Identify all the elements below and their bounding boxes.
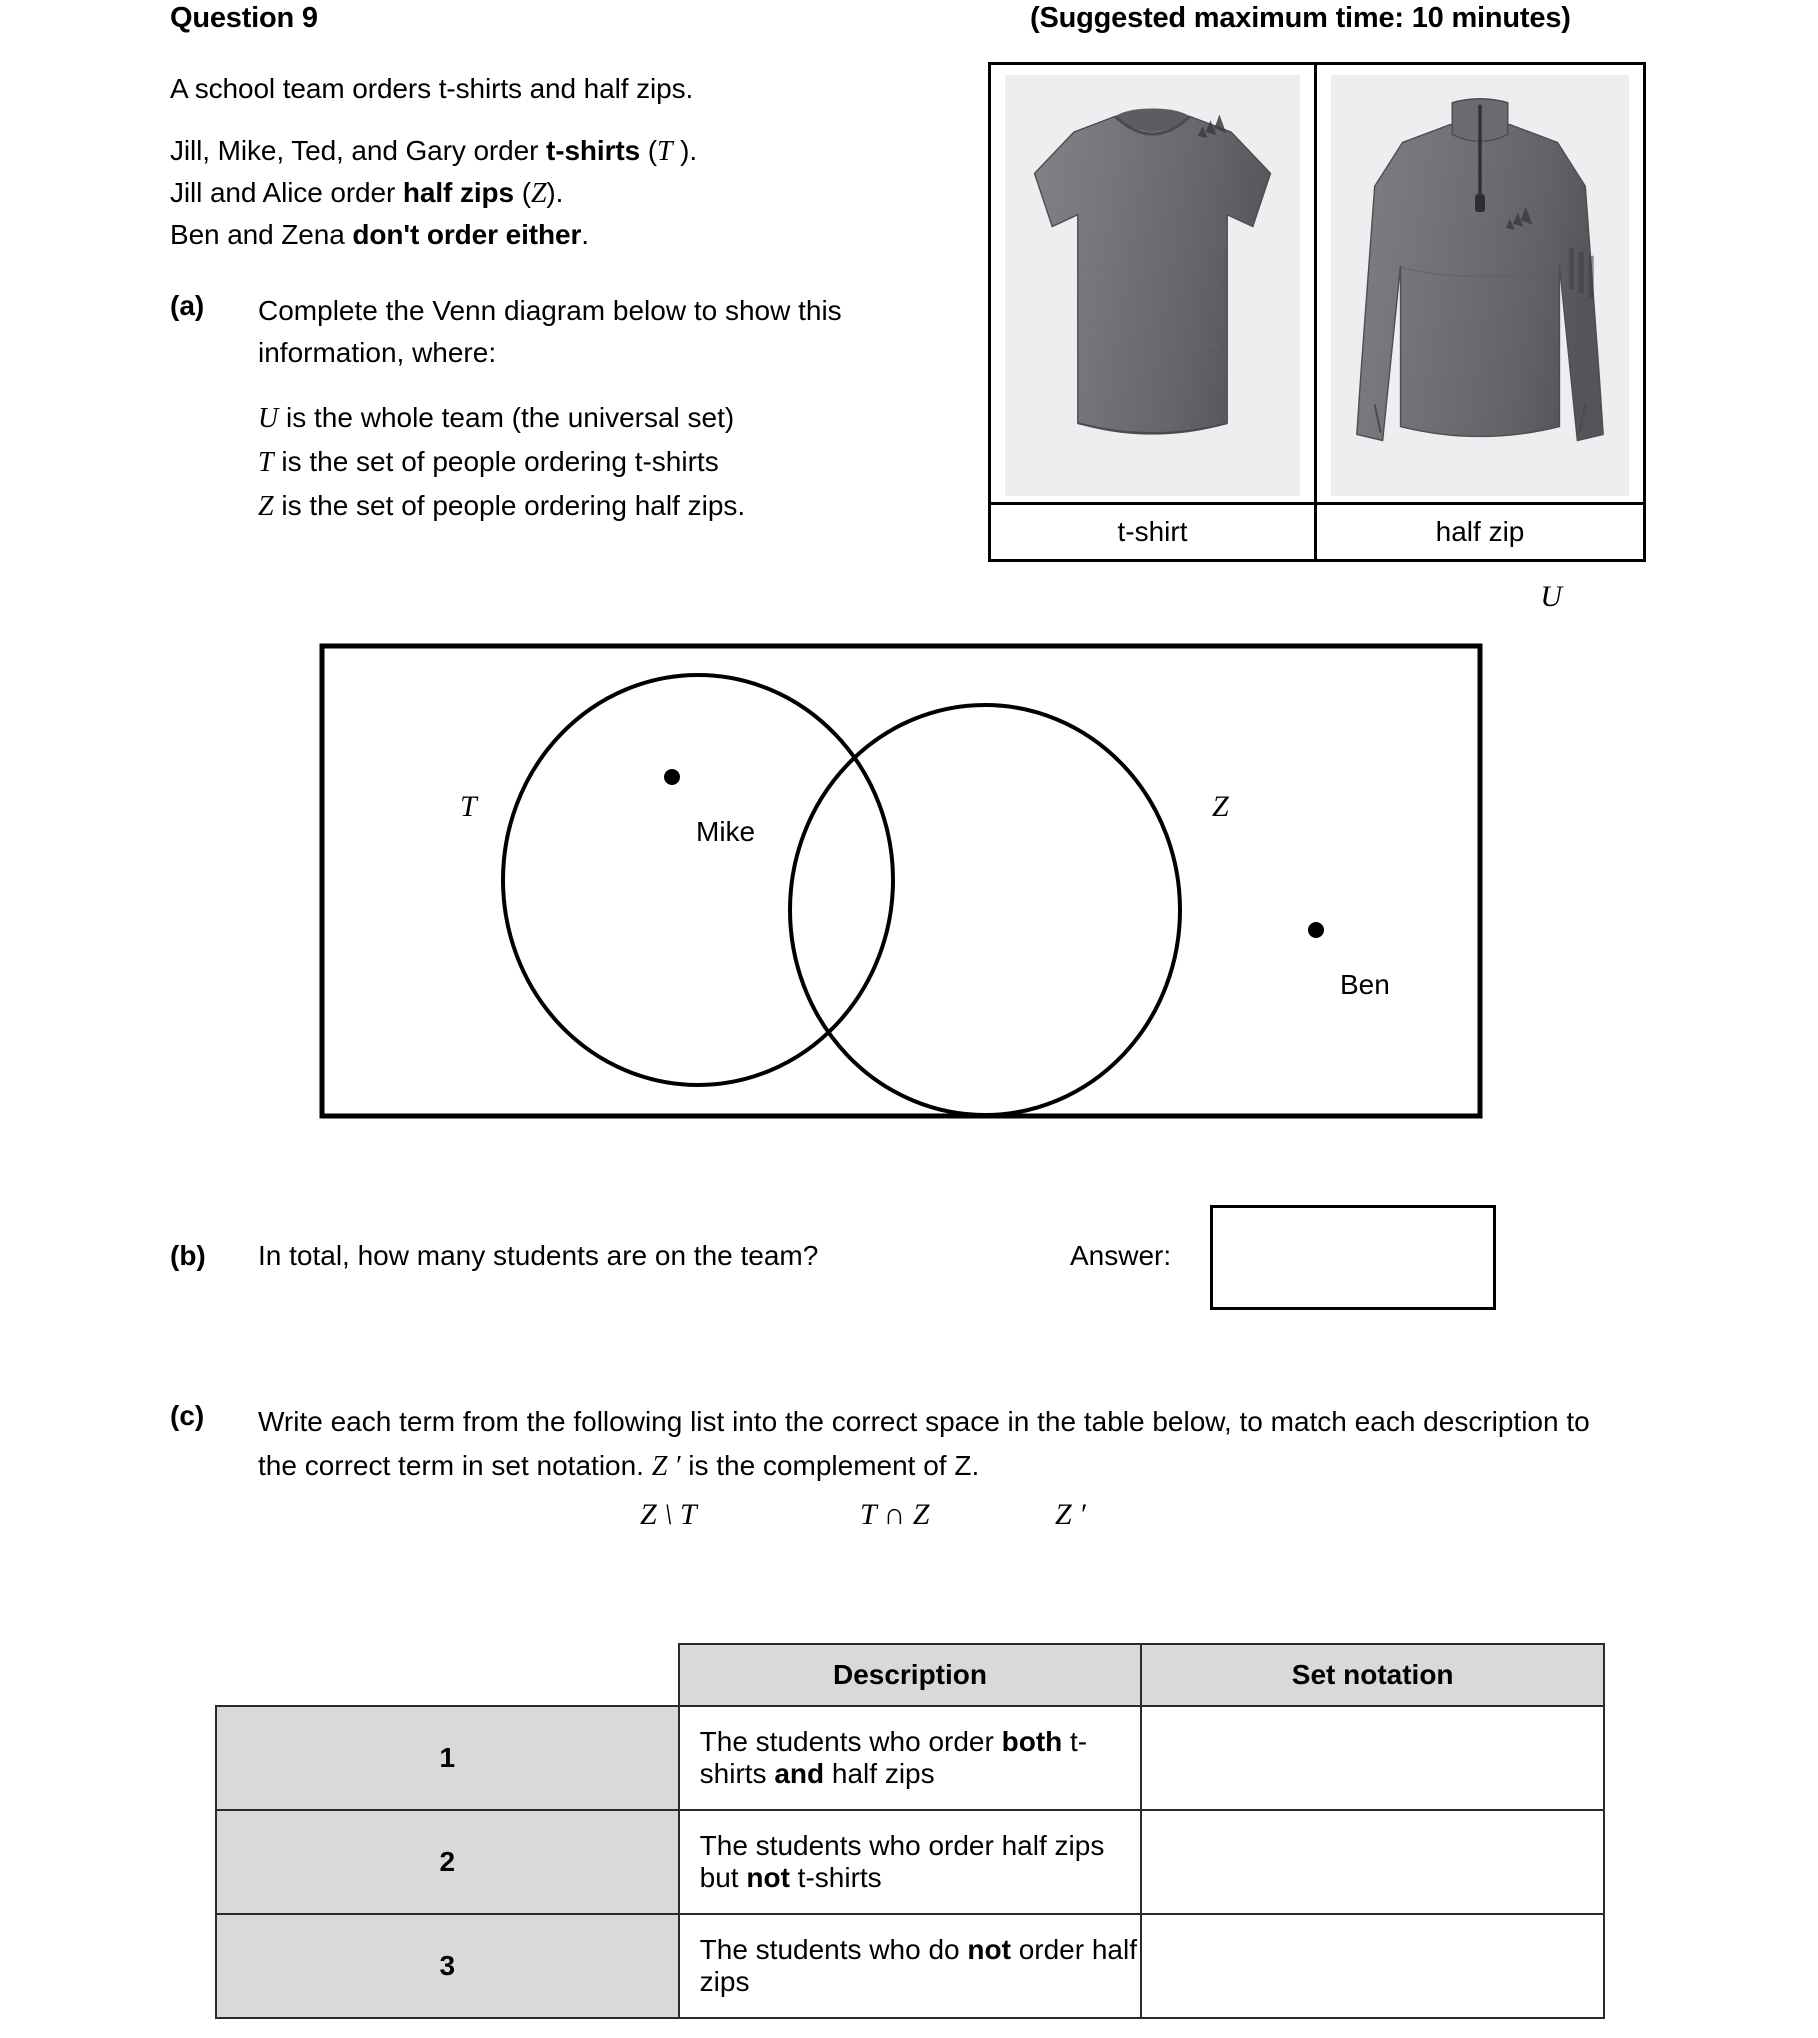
- row-1-desc-bold-both: both: [1001, 1726, 1063, 1757]
- row-set-notation-2[interactable]: [1141, 1810, 1604, 1914]
- table-corner-blank: [216, 1644, 679, 1706]
- venn-label-z: Z: [1212, 790, 1229, 823]
- zipper-pull: [1475, 194, 1485, 212]
- term-option-2[interactable]: T ∩ Z: [860, 1498, 930, 1531]
- apparel-image-table: [988, 62, 1646, 562]
- intro-line-3-prefix: Jill and Alice order: [170, 177, 403, 208]
- term-option-3[interactable]: Z ′: [1055, 1498, 1086, 1531]
- apparel-cell-tshirt: [991, 65, 1317, 559]
- set-symbol-t: T: [657, 136, 673, 167]
- venn-universal-label: U: [1540, 580, 1562, 613]
- row-set-notation-1[interactable]: [1141, 1706, 1604, 1810]
- row-set-notation-3[interactable]: [1141, 1914, 1604, 2018]
- answer-label: Answer:: [1070, 1240, 1172, 1271]
- page-title: Question 9: [170, 2, 318, 34]
- set-definition-u-text: is the whole team (the universal set): [278, 402, 735, 433]
- set-symbol-z: Z: [530, 178, 547, 209]
- row-1-desc-part-4: half zips: [824, 1758, 935, 1789]
- row-1-desc-part-0: The students who order: [699, 1726, 1002, 1757]
- part-b-label: (b): [170, 1240, 206, 1271]
- column-header-description: Description: [679, 1644, 1142, 1706]
- part-a-instruction: Complete the Venn diagram below to show this information, where:: [258, 295, 842, 368]
- tshirt-icon: [1005, 75, 1300, 496]
- row-number-1: 1: [216, 1706, 679, 1810]
- row-2-desc-bold-not: not: [746, 1862, 790, 1893]
- intro-line-halfzips: Jill and Alice order half zips (Z).: [170, 177, 564, 209]
- intro-line-2-prefix: Jill, Mike, Ted, and Gary order: [170, 135, 546, 166]
- row-3-desc-part-2: order half zips: [699, 1934, 1137, 1997]
- intro-line-tshirts: Jill, Mike, Ted, and Gary order t-shirts (T ).: [170, 135, 698, 167]
- term-option-1[interactable]: Z \ T: [640, 1498, 697, 1531]
- set-definition-t: [258, 440, 745, 484]
- half-zip-photo: [1317, 65, 1643, 502]
- intro-sentence: A school team orders t-shirts and half zips.: [170, 73, 694, 104]
- part-c-label: (c): [170, 1400, 205, 1431]
- row-1-desc-bold-and: and: [774, 1758, 825, 1789]
- row-number-2: 2: [216, 1810, 679, 1914]
- table-row: [216, 1810, 1604, 1914]
- half-zip-photo-inner: [1331, 75, 1629, 496]
- apparel-caption-tshirt: t-shirt: [991, 502, 1314, 559]
- row-2-desc-part-0: The students who order half zips but: [699, 1830, 1105, 1893]
- intro-line-2-bold: t-shirts: [546, 135, 641, 166]
- intro-line-neither: [170, 214, 697, 255]
- row-description-3: [679, 1914, 1142, 2018]
- venn-ellipse-z[interactable]: [790, 705, 1180, 1115]
- row-2-desc-part-2: t-shirts: [789, 1862, 882, 1893]
- venn-label-t: T: [460, 790, 477, 823]
- table-row: [216, 1706, 1604, 1810]
- intro-line-3-bold: half zips: [402, 177, 515, 208]
- set-definition-z: [258, 484, 745, 528]
- venn-member-ben: Ben: [1340, 969, 1390, 1000]
- complement-symbol: Z ′: [651, 1451, 681, 1482]
- part-c-instruction: [258, 1400, 1608, 1489]
- venn-diagram-svg[interactable]: [280, 580, 1580, 1140]
- set-symbol-z-def: Z: [258, 491, 274, 522]
- set-notation-table: [215, 1643, 1605, 2019]
- half-zip-icon: [1331, 75, 1629, 496]
- venn-point-ben: [1308, 922, 1324, 938]
- venn-ellipse-t[interactable]: [503, 675, 893, 1085]
- tshirt-photo: [991, 65, 1314, 502]
- part-c-line-2-prefix: each description to the correct term in set notation.: [258, 1406, 1590, 1481]
- intro-line-4-bold: don't order either: [352, 219, 582, 250]
- part-b-question: In total, how many students are on the team?: [258, 1240, 819, 1271]
- row-description-2: [679, 1810, 1142, 1914]
- set-definition-u: [258, 396, 745, 440]
- column-header-set-notation: Set notation: [1141, 1644, 1604, 1706]
- table-header-row: [216, 1644, 1604, 1706]
- intro-line-4-prefix: Ben and Zena: [170, 219, 353, 250]
- set-definition-t-text: is the set of people ordering t-shirts: [273, 446, 719, 477]
- row-3-desc-bold-not: not: [967, 1934, 1011, 1965]
- set-definition-z-text: is the set of people ordering half zips.: [273, 490, 746, 521]
- set-symbol-u: U: [258, 403, 279, 434]
- row-3-desc-part-0: The students who do: [699, 1934, 968, 1965]
- table-row: [216, 1914, 1604, 2018]
- apparel-cell-halfzip: [1317, 65, 1643, 559]
- row-number-3: 3: [216, 1914, 679, 2018]
- answer-box[interactable]: [1210, 1205, 1496, 1310]
- apparel-caption-halfzip: half zip: [1317, 502, 1643, 559]
- part-c-line-2-suffix: is the complement of Z.: [680, 1450, 980, 1481]
- venn-point-mike: [664, 769, 680, 785]
- part-a-label: (a): [170, 290, 205, 321]
- set-definitions: [258, 396, 745, 528]
- part-c-line-1: Write each term from the following list into the correct space in the table below, to match: [258, 1406, 1347, 1437]
- row-description-1: [679, 1706, 1142, 1810]
- row-1-desc-part-2: t-shirts: [699, 1726, 1088, 1789]
- venn-universal-rect[interactable]: [322, 646, 1480, 1116]
- intro-facts: [170, 130, 697, 255]
- venn-diagram[interactable]: [280, 580, 1580, 1140]
- suggested-time-note: (Suggested maximum time: 10 minutes): [1030, 2, 1571, 34]
- venn-member-mike: Mike: [696, 816, 756, 847]
- tshirt-photo-inner: [1005, 75, 1300, 496]
- set-symbol-t-def: T: [258, 447, 274, 478]
- intro-line-4-post: .: [581, 219, 589, 250]
